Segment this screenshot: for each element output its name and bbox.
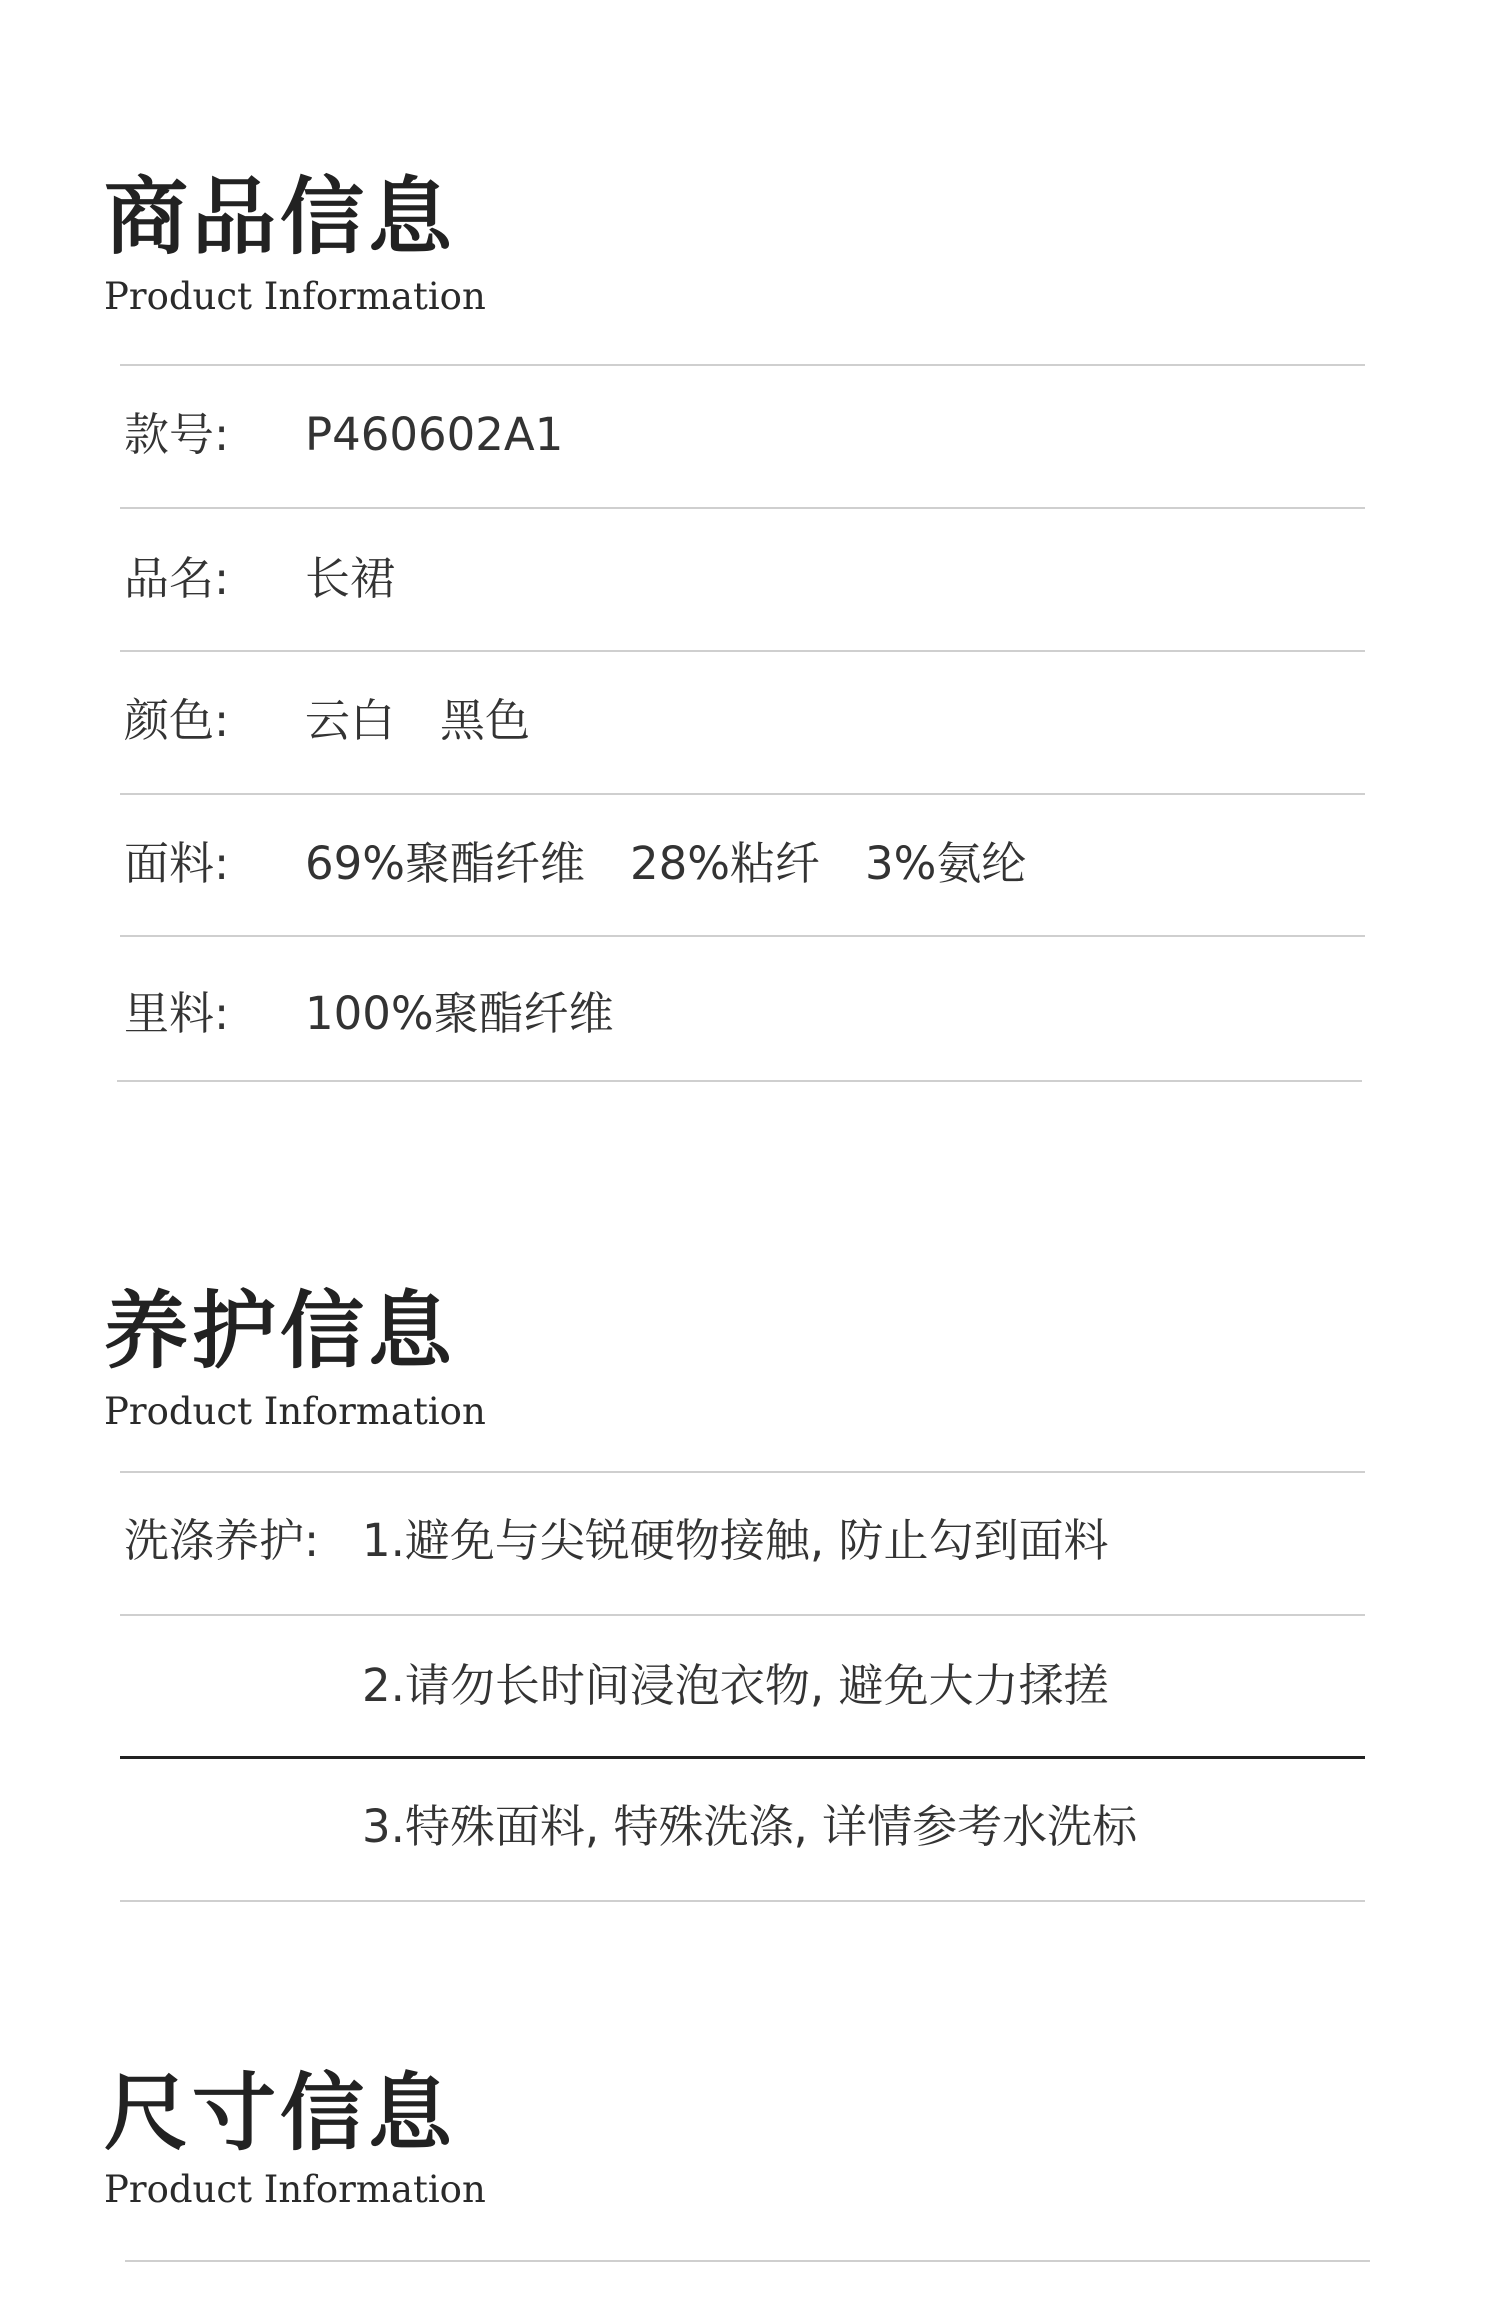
care-info-subtitle: Product Information bbox=[104, 1390, 486, 1433]
divider bbox=[117, 1080, 1362, 1082]
product-info-subtitle: Product Information bbox=[104, 275, 486, 318]
divider bbox=[120, 935, 1365, 937]
divider bbox=[120, 650, 1365, 652]
product-info-title: 商品信息 bbox=[104, 167, 457, 266]
size-info-subtitle: Product Information bbox=[104, 2168, 486, 2211]
product-name-label: 品名: bbox=[124, 552, 230, 605]
lining-label: 里料: bbox=[124, 987, 230, 1040]
product-name-value: 长裙 bbox=[305, 552, 396, 605]
care-item-3: 3.特殊面料, 特殊洗涤, 详情参考水洗标 bbox=[362, 1800, 1138, 1853]
fabric-value: 69%聚酯纤维 28%粘纤 3%氨纶 bbox=[305, 837, 1027, 890]
care-item-2: 2.请勿长时间浸泡衣物, 避免大力揉搓 bbox=[362, 1659, 1109, 1712]
divider bbox=[120, 1614, 1365, 1616]
divider bbox=[120, 793, 1365, 795]
divider bbox=[120, 364, 1365, 366]
divider bbox=[120, 1900, 1365, 1902]
style-number-value: P460602A1 bbox=[305, 408, 564, 461]
care-item-1: 1.避免与尖锐硬物接触, 防止勾到面料 bbox=[362, 1514, 1109, 1567]
color-label: 颜色: bbox=[124, 694, 230, 747]
divider bbox=[125, 2260, 1370, 2262]
size-info-title: 尺寸信息 bbox=[104, 2063, 457, 2162]
divider bbox=[120, 507, 1365, 509]
color-value: 云白 黑色 bbox=[305, 694, 531, 747]
care-info-title: 养护信息 bbox=[104, 1281, 457, 1380]
washing-care-label: 洗涤养护: bbox=[124, 1514, 320, 1567]
lining-value: 100%聚酯纤维 bbox=[305, 987, 614, 1040]
divider bbox=[120, 1471, 1365, 1473]
fabric-label: 面料: bbox=[124, 837, 230, 890]
divider-dark bbox=[120, 1756, 1365, 1759]
style-number-label: 款号: bbox=[124, 408, 230, 461]
